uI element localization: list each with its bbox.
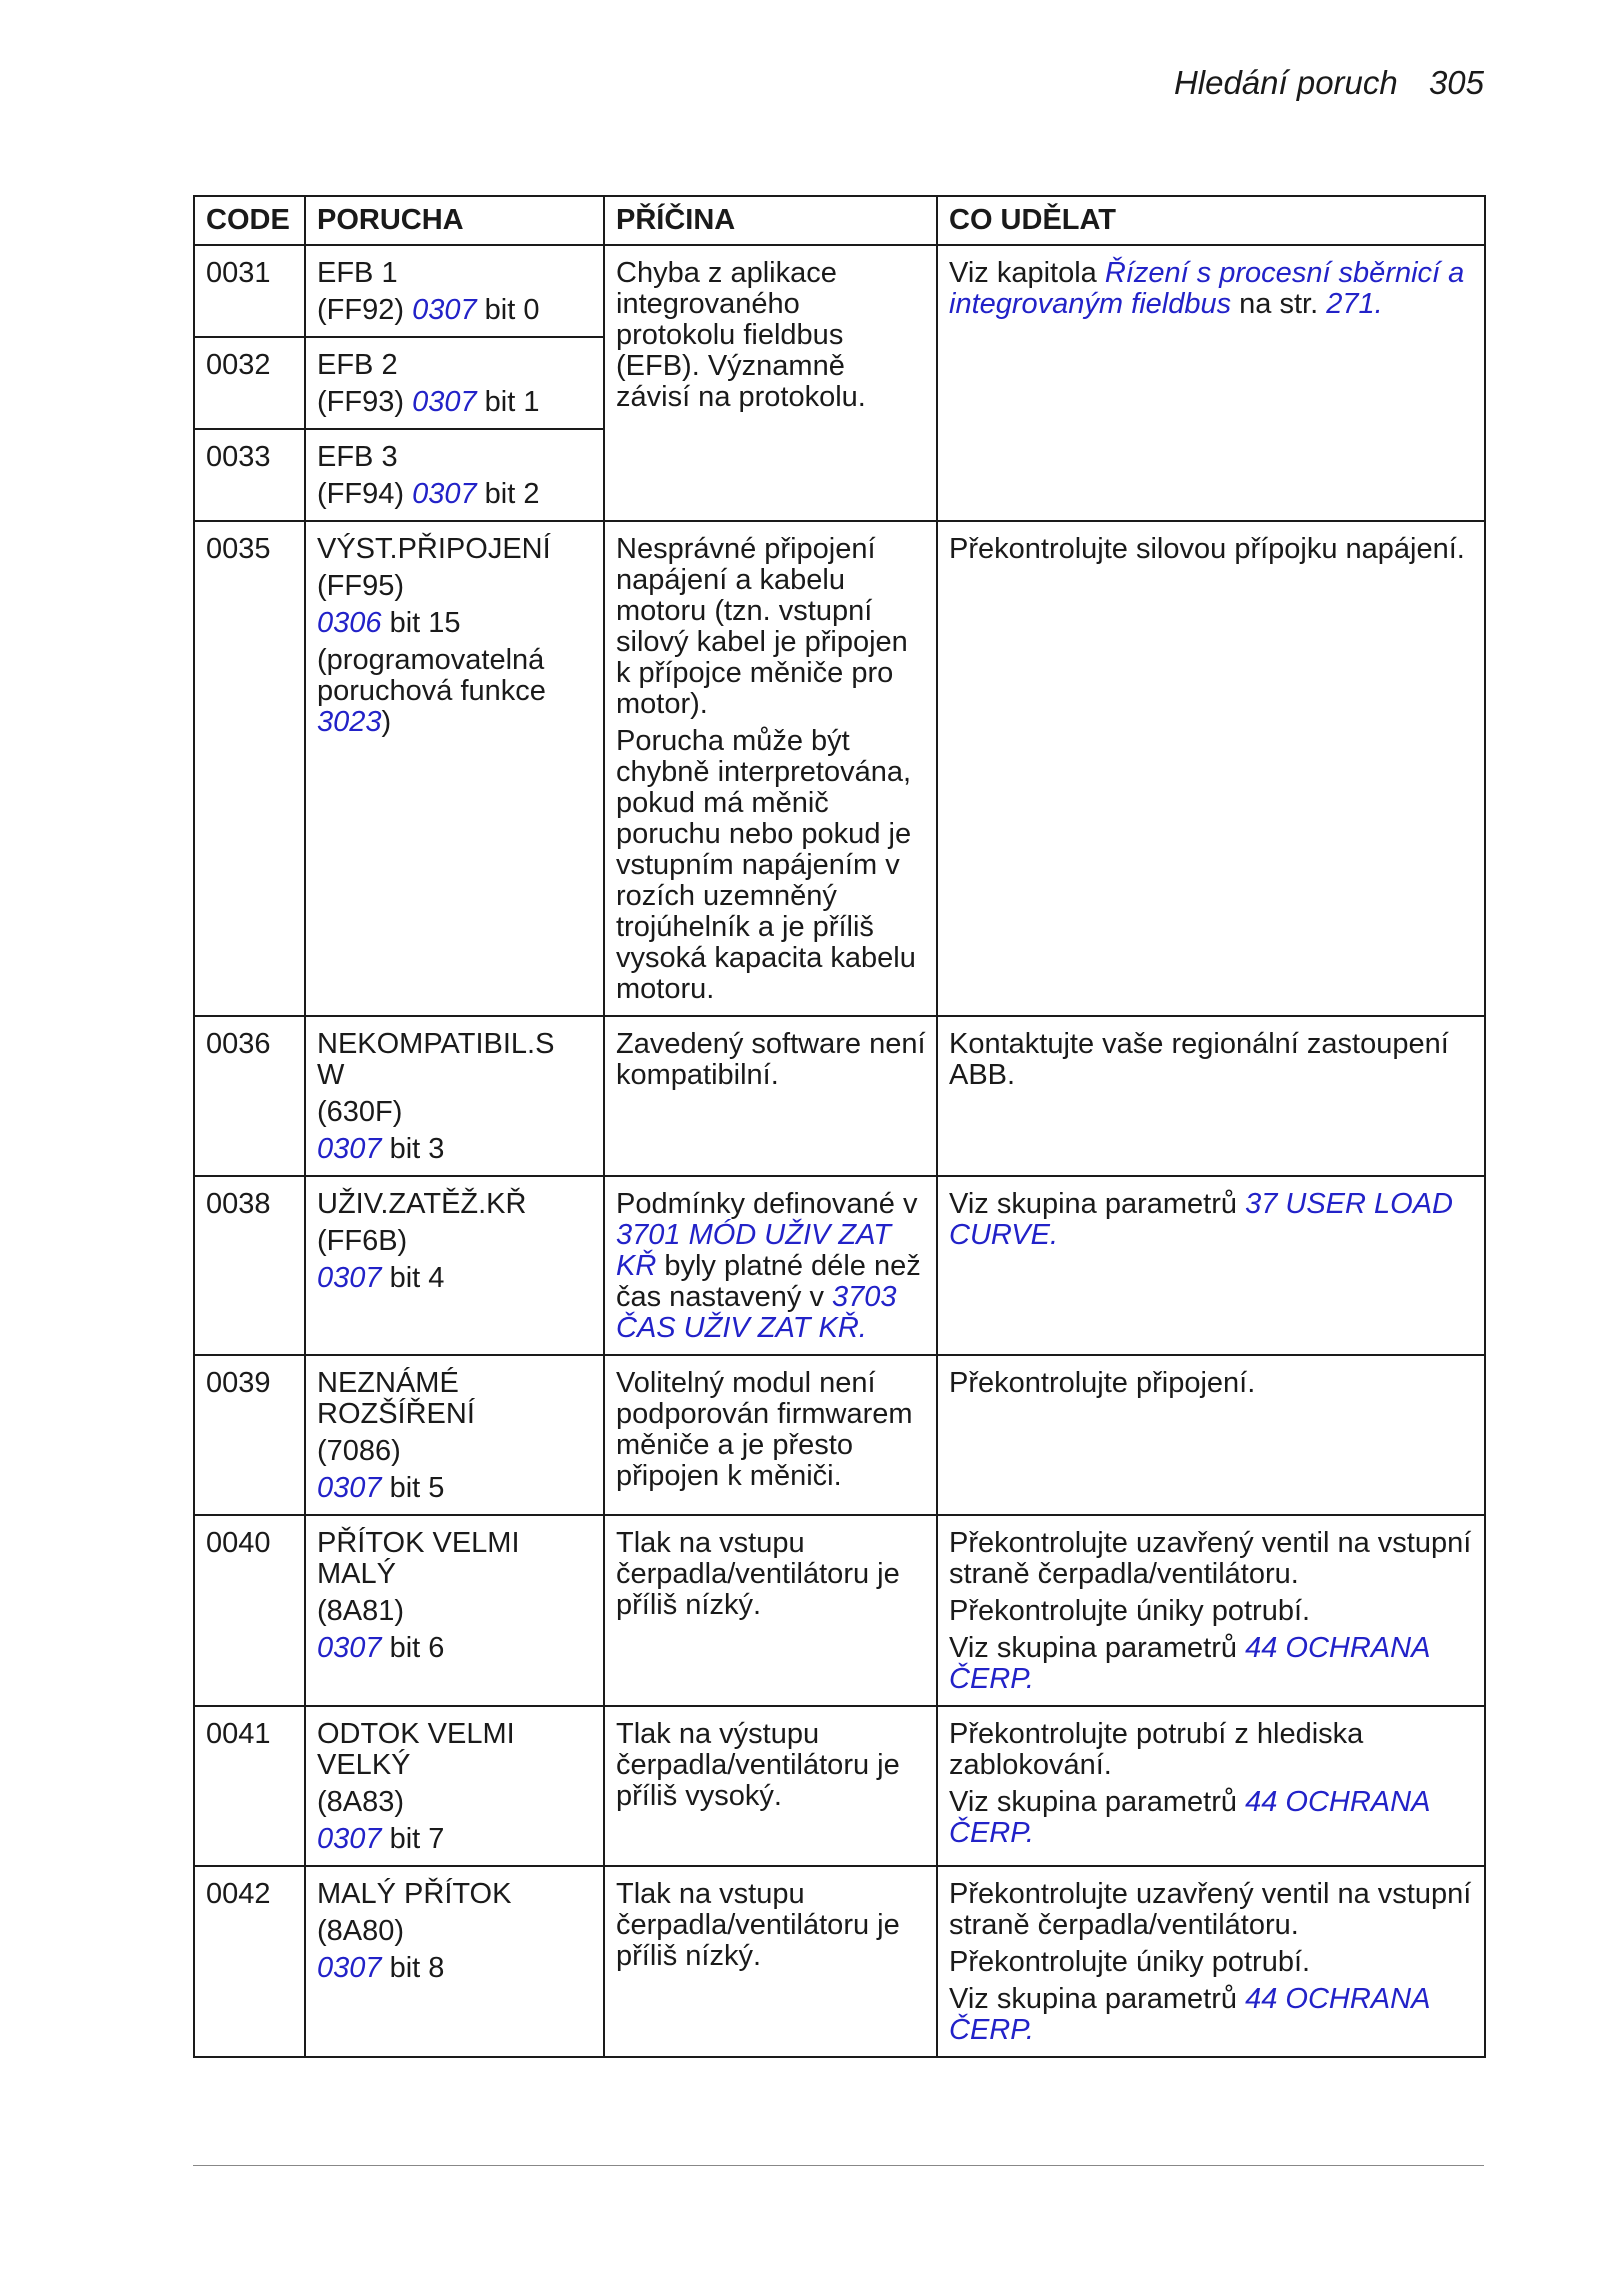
table-row xyxy=(194,1706,1485,1866)
column-header-cause: PŘÍČINA xyxy=(604,196,937,245)
param-link[interactable]: 0306 xyxy=(317,607,382,639)
fault-action: Překontrolujte připojení. xyxy=(937,1355,1485,1515)
page-link[interactable]: 271 xyxy=(1326,288,1375,320)
table-row xyxy=(194,1866,1485,2057)
fault-code: 0036 xyxy=(194,1016,305,1176)
fault-hex: (8A81) xyxy=(317,1595,405,1627)
fault-cause: Tlak na vstupu čerpadla/ventilátoru je příliš nízký. xyxy=(604,1866,937,2057)
param-link[interactable]: 0307 xyxy=(412,294,477,326)
fault-name: VÝST.PŘIPOJENÍ xyxy=(317,533,551,565)
param-group-link[interactable]: 44 OCHRANA ČERP. xyxy=(949,1983,1430,2046)
fault-name-cell xyxy=(305,1706,604,1866)
fault-name-cell xyxy=(305,1515,604,1706)
fault-hex: (FF6B) xyxy=(317,1225,408,1257)
chapter-link[interactable]: Řízení s procesní sběrnicí a integrovaným fieldbus xyxy=(949,257,1465,320)
column-header-fault: PORUCHA xyxy=(305,196,604,245)
table-row xyxy=(194,1176,1485,1355)
fault-name-cell xyxy=(305,337,604,429)
param-link[interactable]: 3703 ČAS UŽIV ZAT KŘ xyxy=(616,1281,897,1344)
fault-note: (programovatelná poruchová funkce 3023) xyxy=(317,644,546,738)
fault-name-cell xyxy=(305,1355,604,1515)
param-group-link[interactable]: 44 OCHRANA ČERP. xyxy=(949,1786,1430,1849)
fault-action: Překontrolujte potrubí z hlediska zablokování. Viz skupina parametrů 44 OCHRANA ČERP. xyxy=(937,1706,1485,1866)
fault-name: PŘÍTOK VELMI MALÝ xyxy=(317,1527,520,1590)
table-row xyxy=(194,1016,1485,1176)
param-group-link[interactable]: 37 USER LOAD CURVE xyxy=(949,1188,1453,1251)
fault-action: Viz skupina parametrů 37 USER LOAD CURVE. xyxy=(937,1176,1485,1355)
fault-name-cell xyxy=(305,429,604,521)
fault-hex: (8A80) xyxy=(317,1915,405,1947)
footer-rule xyxy=(193,2165,1484,2166)
param-link[interactable]: 0307 xyxy=(317,1472,382,1504)
column-header-action: CO UDĚLAT xyxy=(937,196,1485,245)
fault-code: 0033 xyxy=(194,429,305,521)
fault-code: 0039 xyxy=(194,1355,305,1515)
fault-cause: Tlak na vstupu čerpadla/ventilátoru je příliš nízký. xyxy=(604,1515,937,1706)
param-link[interactable]: 0307 xyxy=(412,386,477,418)
fault-code: 0041 xyxy=(194,1706,305,1866)
fault-name: EFB 3 xyxy=(317,441,398,473)
param-link[interactable]: 3701 MÓD UŽIV ZAT KŘ xyxy=(616,1219,892,1282)
table-header-row xyxy=(194,196,1485,245)
fault-name-cell xyxy=(305,245,604,337)
table-row xyxy=(194,1515,1485,1706)
fault-param: (FF94) 0307 bit 2 xyxy=(317,478,540,510)
fault-code: 0040 xyxy=(194,1515,305,1706)
param-link[interactable]: 3023 xyxy=(317,706,382,738)
fault-name: ODTOK VELMI VELKÝ xyxy=(317,1718,515,1781)
fault-name: UŽIV.ZATĚŽ.KŘ xyxy=(317,1188,527,1220)
fault-name-cell xyxy=(305,1016,604,1176)
fault-name-cell xyxy=(305,1176,604,1355)
param-link[interactable]: 0307 xyxy=(412,478,477,510)
fault-param: 0306 bit 15 xyxy=(317,607,461,639)
fault-cause: Nesprávné připojení napájení a kabelu motoru (tzn. vstupní silový kabel je připojen k přípojce měniče pro motor). Porucha může být chybně interpretována, pokud má měnič poruchu nebo pokud je vstupním napájením v rozích uzemněný trojúhelník a je příliš vysoká kapacita kabelu motoru. xyxy=(604,521,937,1016)
fault-param: 0307 bit 5 xyxy=(317,1472,445,1504)
table-row xyxy=(194,245,1485,337)
fault-code: 0038 xyxy=(194,1176,305,1355)
fault-cause: Podmínky definované v 3701 MÓD UŽIV ZAT KŘ byly platné déle než čas nastavený v 3703 ČAS UŽIV ZAT KŘ. xyxy=(604,1176,937,1355)
fault-param: (FF93) 0307 bit 1 xyxy=(317,386,540,418)
fault-action: Překontrolujte silovou přípojku napájení. xyxy=(937,521,1485,1016)
fault-hex: (630F) xyxy=(317,1096,403,1128)
fault-action: Překontrolujte uzavřený ventil na vstupní straně čerpadla/ventilátoru. Překontrolujte úniky potrubí. Viz skupina parametrů 44 OCHRANA ČERP. xyxy=(937,1866,1485,2057)
fault-name: MALÝ PŘÍTOK xyxy=(317,1878,512,1910)
param-link[interactable]: 0307 xyxy=(317,1952,382,1984)
fault-name-cell xyxy=(305,521,604,1016)
fault-name: NEKOMPATIBIL.S W xyxy=(317,1028,555,1091)
fault-hex: (7086) xyxy=(317,1435,401,1467)
fault-cause: Chyba z aplikace integrovaného protokolu fieldbus (EFB). Významně závisí na protokolu. xyxy=(604,245,937,521)
param-link[interactable]: 0307 xyxy=(317,1133,382,1165)
fault-code: 0032 xyxy=(194,337,305,429)
param-link[interactable]: 0307 xyxy=(317,1632,382,1664)
fault-hex: (8A83) xyxy=(317,1786,405,1818)
fault-param: 0307 bit 3 xyxy=(317,1133,445,1165)
fault-param: 0307 bit 4 xyxy=(317,1262,445,1294)
fault-action: Kontaktujte vaše regionální zastoupení ABB. xyxy=(937,1016,1485,1176)
fault-cause: Zavedený software není kompatibilní. xyxy=(604,1016,937,1176)
fault-hex: (FF95) xyxy=(317,570,404,602)
fault-name: EFB 1 xyxy=(317,257,398,289)
fault-code: 0035 xyxy=(194,521,305,1016)
fault-code: 0031 xyxy=(194,245,305,337)
fault-param: (FF92) 0307 bit 0 xyxy=(317,294,540,326)
fault-action: Viz kapitola Řízení s procesní sběrnicí a integrovaným fieldbus na str. 271. xyxy=(937,245,1485,521)
param-group-link[interactable]: 44 OCHRANA ČERP. xyxy=(949,1632,1430,1695)
fault-cause: Volitelný modul není podporován firmwarem měniče a je přesto připojen k měniči. xyxy=(604,1355,937,1515)
table-row xyxy=(194,521,1485,1016)
page-number: 305 xyxy=(1428,64,1484,101)
fault-name: NEZNÁMÉ ROZŠÍŘENÍ xyxy=(317,1367,475,1430)
fault-table xyxy=(193,195,1486,2058)
fault-param: 0307 bit 8 xyxy=(317,1952,445,1984)
page-header xyxy=(1174,64,1484,102)
fault-name: EFB 2 xyxy=(317,349,398,381)
fault-name-cell xyxy=(305,1866,604,2057)
table-row xyxy=(194,1355,1485,1515)
fault-param: 0307 bit 6 xyxy=(317,1632,445,1664)
column-header-code: CODE xyxy=(194,196,305,245)
param-link[interactable]: 0307 xyxy=(317,1262,382,1294)
fault-param: 0307 bit 7 xyxy=(317,1823,445,1855)
param-link[interactable]: 0307 xyxy=(317,1823,382,1855)
chapter-title: Hledání poruch xyxy=(1173,64,1398,101)
fault-action: Překontrolujte uzavřený ventil na vstupní straně čerpadla/ventilátoru. Překontrolujte úniky potrubí. Viz skupina parametrů 44 OCHRANA ČERP. xyxy=(937,1515,1485,1706)
fault-code: 0042 xyxy=(194,1866,305,2057)
fault-cause: Tlak na výstupu čerpadla/ventilátoru je příliš vysoký. xyxy=(604,1706,937,1866)
